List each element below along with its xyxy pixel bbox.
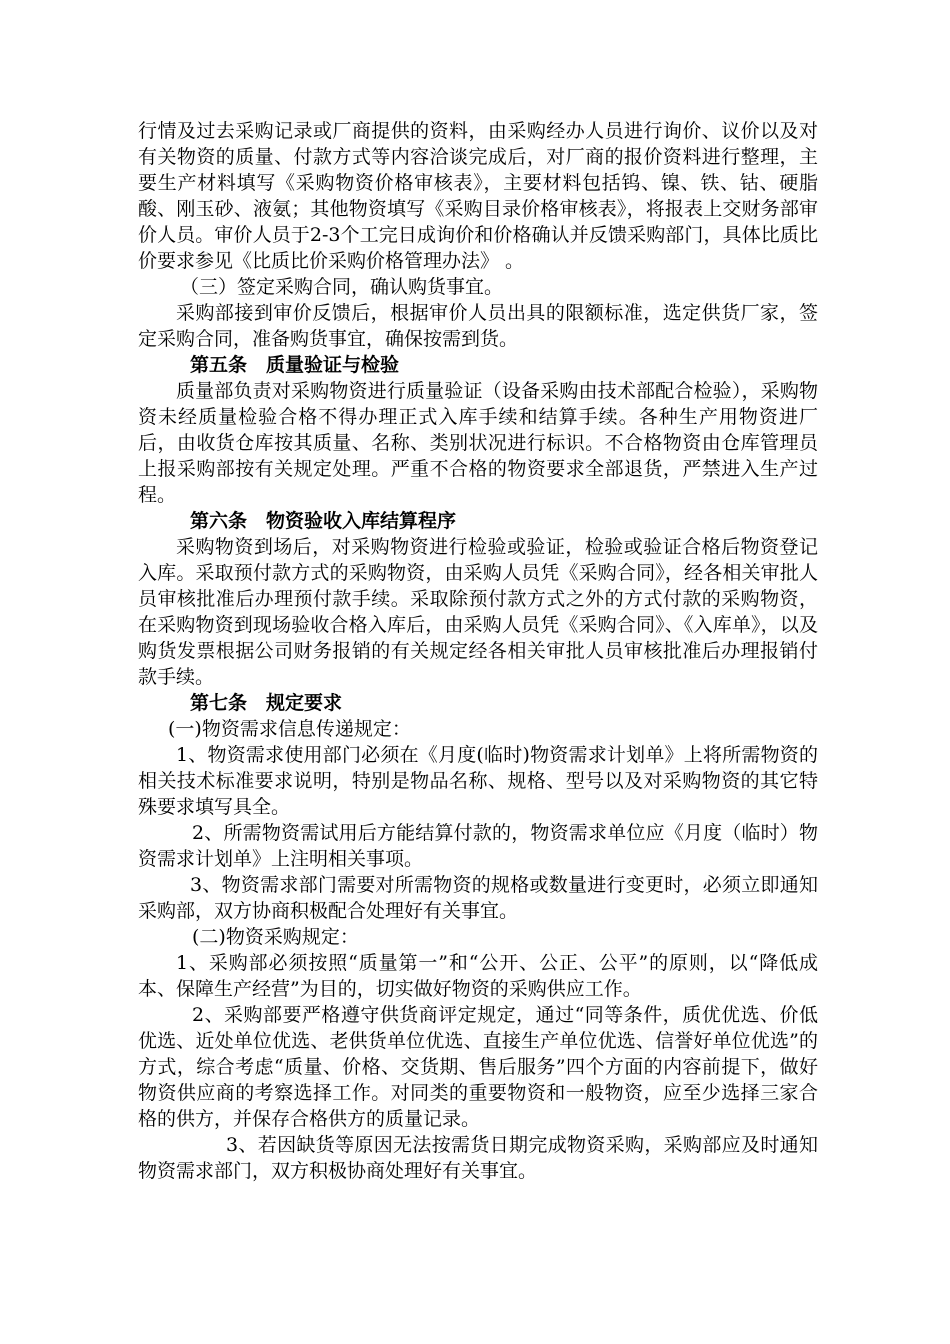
paragraph-demand-item-3: 3、物资需求部门需要对所需物资的规格或数量进行变更时，必须立即通知采购部，双方协商积极配合处理好有关事宜。	[138, 874, 818, 922]
paragraph-demand-info-heading: (一)物资需求信息传递规定：	[168, 718, 411, 740]
paragraph-sign-contract: 采购部接到审价反馈后，根据审价人员出具的限额标准，选定供货厂家，签定采购合同，准备购货事宜，确保按需到货。	[138, 302, 818, 350]
article-7-heading: 第七条 规定要求	[190, 692, 343, 714]
paragraph-procurement-item-1: 1、采购部必须按照“质量第一”和“公开、公正、公平”的原则，以“降低成本、保障生产经营”为目的，切实做好物资的采购供应工作。	[138, 952, 818, 1000]
paragraph-sign-contract-heading: （三）签定采购合同，确认购货事宜。	[180, 276, 504, 298]
article-5-heading: 第五条 质量验证与检验	[190, 354, 400, 376]
paragraph-procurement-item-3: 3、若因缺货等原因无法按需货日期完成物资采购，采购部应及时通知物资需求部门，双方积极协商处理好有关事宜。	[138, 1134, 818, 1182]
paragraph-procurement-heading: (二)物资采购规定：	[192, 926, 359, 948]
paragraph-demand-item-1: 1、物资需求使用部门必须在《月度(临时)物资需求计划单》上将所需物资的相关技术标准要求说明，特别是物品名称、规格、型号以及对采购物资的其它特殊要求填写具全。	[138, 744, 818, 818]
article-6-heading: 第六条 物资验收入库结算程序	[190, 510, 457, 532]
paragraph-procurement-item-2: 2、采购部要严格遵守供货商评定规定，通过“同等条件，质优优选、价低优选、近处单位优选、老供货单位优选、直接生产单位优选、信誉好单位优选”的方式，综合考虑“质量、价格、交货期、售后服务”四个方面的内容前提下，做好物资供应商的考察选择工作。对同类的重要物资和一般物资，应至少选择三家合格的供方，并保存合格供方的质量记录。	[138, 1004, 818, 1130]
paragraph-price-inquiry: 行情及过去采购记录或厂商提供的资料，由采购经办人员进行询价、议价以及对有关物资的质量、付款方式等内容洽谈完成后，对厂商的报价资料进行整理，主要生产材料填写《采购物资价格审核表》，主要材料包括钨、镍、铁、钴、硬脂酸、刚玉砂、液氨；其他物资填写《采购目录价格审核表》，将报表上交财务部审价人员。审价人员于2-3个工完日成询价和价格确认并反馈采购部门，具体比质比价要求参见《比质比价采购价格管理办法》 。	[138, 120, 818, 272]
paragraph-demand-item-2: 2、所需物资需试用后方能结算付款的，物资需求单位应《月度（临时）物资需求计划单》上注明相关事项。	[138, 822, 818, 870]
document-page	[138, 118, 818, 1184]
paragraph-warehousing-settlement: 采购物资到场后，对采购物资进行检验或验证，检验或验证合格后物资登记入库。采取预付款方式的采购物资，由采购人员凭《采购合同》，经各相关审批人员审核批准后办理预付款手续。采取除预付款方式之外的方式付款的采购物资，在采购物资到现场验收合格入库后，由采购人员凭《采购合同》、《入库单》，以及购货发票根据公司财务报销的有关规定经各相关审批人员审核批准后办理报销付款手续。	[138, 536, 818, 688]
paragraph-quality-verification: 质量部负责对采购物资进行质量验证（设备采购由技术部配合检验），采购物资未经质量检验合格不得办理正式入库手续和结算手续。各种生产用物资进厂后，由收货仓库按其质量、名称、类别状况进行标识。不合格物资由仓库管理员上报采购部按有关规定处理。严重不合格的物资要求全部退货，严禁进入生产过程。	[138, 380, 818, 506]
